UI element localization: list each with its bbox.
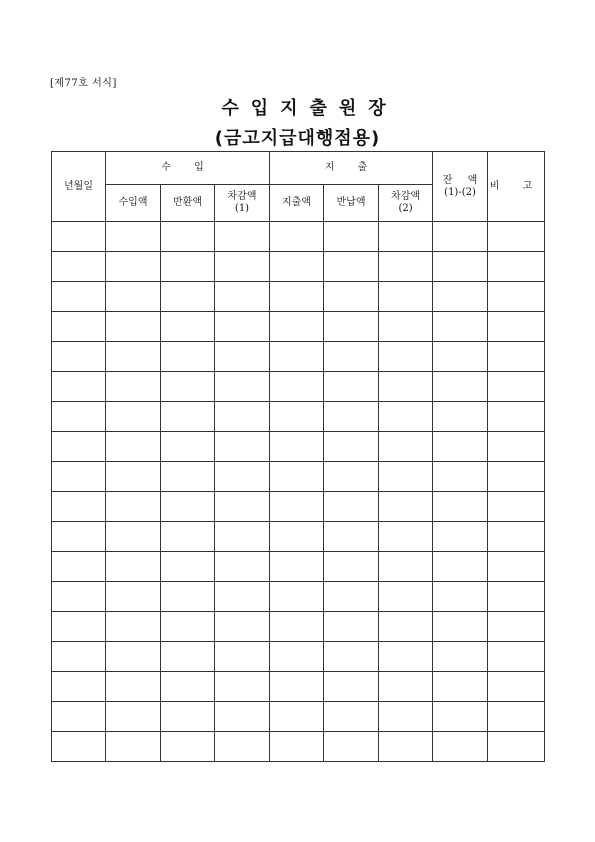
table-cell [106, 342, 161, 372]
table-cell [52, 642, 106, 672]
table-cell [52, 462, 106, 492]
table-row [52, 492, 545, 522]
table-cell [433, 432, 488, 462]
table-row [52, 672, 545, 702]
table-cell [52, 372, 106, 402]
table-cell [324, 732, 379, 762]
table-cell [161, 432, 215, 462]
table-cell [379, 372, 433, 402]
table-cell [270, 372, 324, 402]
table-cell [52, 222, 106, 252]
table-cell [161, 672, 215, 702]
header-return-amount: 반납액 [324, 185, 379, 222]
table-cell [270, 282, 324, 312]
table-cell [270, 252, 324, 282]
table-cell [433, 312, 488, 342]
table-cell [215, 222, 270, 252]
table-cell [379, 222, 433, 252]
table-cell [433, 582, 488, 612]
table-cell [433, 462, 488, 492]
table-cell [106, 702, 161, 732]
header-expense-net-number: (2) [398, 203, 413, 214]
table-cell [433, 342, 488, 372]
table-cell [270, 312, 324, 342]
table-cell [106, 312, 161, 342]
table-cell [433, 372, 488, 402]
table-row [52, 552, 545, 582]
table-cell [379, 672, 433, 702]
table-cell [488, 672, 545, 702]
table-row [52, 732, 545, 762]
header-income-net [215, 185, 270, 222]
table-cell [215, 612, 270, 642]
header-refund-amount: 반환액 [161, 185, 215, 222]
table-cell [488, 252, 545, 282]
table-cell [379, 462, 433, 492]
table-cell [379, 702, 433, 732]
header-income-net-number: (1) [234, 203, 250, 214]
table-cell [324, 372, 379, 402]
table-cell [52, 492, 106, 522]
table-row [52, 582, 545, 612]
table-cell [324, 402, 379, 432]
table-cell [324, 672, 379, 702]
table-cell [433, 402, 488, 432]
table-cell [161, 582, 215, 612]
table-cell [161, 642, 215, 672]
table-cell [433, 732, 488, 762]
table-cell [324, 522, 379, 552]
header-remarks: 비 고 [488, 152, 545, 222]
table-cell [488, 582, 545, 612]
header-expense-amount: 지출액 [270, 185, 324, 222]
table-cell [324, 432, 379, 462]
table-cell [215, 522, 270, 552]
ledger-body [52, 222, 545, 762]
table-cell [488, 522, 545, 552]
table-cell [270, 732, 324, 762]
table-cell [488, 342, 545, 372]
table-cell [433, 252, 488, 282]
table-cell [215, 402, 270, 432]
header-income-amount: 수입액 [106, 185, 161, 222]
table-cell [52, 732, 106, 762]
table-cell [270, 222, 324, 252]
table-cell [161, 402, 215, 432]
table-cell [324, 222, 379, 252]
table-cell [324, 582, 379, 612]
table-cell [52, 342, 106, 372]
table-cell [270, 492, 324, 522]
table-cell [324, 552, 379, 582]
table-cell [324, 312, 379, 342]
table-row [52, 612, 545, 642]
table-cell [324, 252, 379, 282]
table-cell [161, 702, 215, 732]
table-cell [270, 342, 324, 372]
table-cell [106, 282, 161, 312]
table-cell [379, 612, 433, 642]
header-row-primary [52, 152, 545, 185]
table-cell [161, 282, 215, 312]
page-subtitle: (금고지급대행점용) [214, 128, 381, 149]
table-cell [488, 432, 545, 462]
table-cell [488, 312, 545, 342]
table-cell [215, 492, 270, 522]
table-cell [488, 222, 545, 252]
table-cell [488, 552, 545, 582]
table-cell [488, 732, 545, 762]
table-row [52, 522, 545, 552]
table-cell [488, 282, 545, 312]
table-row [52, 702, 545, 732]
header-expense-net-label: 차감액 [391, 191, 421, 202]
table-cell [379, 252, 433, 282]
table-cell [161, 342, 215, 372]
table-cell [106, 522, 161, 552]
table-cell [215, 582, 270, 612]
table-cell [106, 642, 161, 672]
table-cell [106, 432, 161, 462]
header-income-group: 수 입 [106, 152, 270, 185]
table-cell [52, 522, 106, 552]
table-cell [433, 702, 488, 732]
table-cell [270, 642, 324, 672]
table-cell [270, 432, 324, 462]
table-row [52, 642, 545, 672]
table-cell [488, 702, 545, 732]
table-cell [52, 282, 106, 312]
table-cell [161, 312, 215, 342]
table-cell [52, 702, 106, 732]
table-row [52, 312, 545, 342]
table-cell [270, 402, 324, 432]
table-cell [433, 672, 488, 702]
table-cell [106, 732, 161, 762]
table-row [52, 402, 545, 432]
table-cell [488, 492, 545, 522]
table-cell [161, 492, 215, 522]
table-cell [270, 522, 324, 552]
table-cell [488, 462, 545, 492]
table-cell [324, 462, 379, 492]
ledger-table [51, 151, 545, 762]
table-cell [488, 612, 545, 642]
table-row [52, 252, 545, 282]
table-cell [215, 702, 270, 732]
table-cell [379, 642, 433, 672]
table-cell [52, 402, 106, 432]
header-date: 년월일 [52, 152, 106, 222]
table-cell [215, 672, 270, 702]
table-cell [106, 372, 161, 402]
table-cell [215, 312, 270, 342]
table-cell [379, 282, 433, 312]
table-cell [161, 552, 215, 582]
table-cell [106, 582, 161, 612]
table-cell [161, 522, 215, 552]
table-cell [433, 282, 488, 312]
table-cell [215, 252, 270, 282]
table-cell [106, 252, 161, 282]
table-cell [379, 492, 433, 522]
table-cell [161, 462, 215, 492]
table-cell [379, 732, 433, 762]
table-cell [270, 582, 324, 612]
table-row [52, 372, 545, 402]
table-cell [215, 342, 270, 372]
table-cell [215, 732, 270, 762]
table-cell [324, 702, 379, 732]
table-cell [379, 402, 433, 432]
table-cell [488, 642, 545, 672]
table-cell [215, 432, 270, 462]
table-cell [488, 372, 545, 402]
table-row [52, 432, 545, 462]
table-cell [161, 252, 215, 282]
page-title: 수입지출원장 [221, 98, 398, 119]
table-cell [324, 342, 379, 372]
table-cell [270, 462, 324, 492]
table-cell [379, 582, 433, 612]
table-cell [324, 642, 379, 672]
table-cell [106, 402, 161, 432]
table-cell [161, 612, 215, 642]
table-cell [270, 672, 324, 702]
table-cell [161, 372, 215, 402]
table-cell [433, 552, 488, 582]
table-cell [270, 552, 324, 582]
table-row [52, 342, 545, 372]
table-cell [379, 312, 433, 342]
table-cell [379, 522, 433, 552]
header-balance [433, 152, 488, 222]
table-cell [52, 582, 106, 612]
table-cell [433, 222, 488, 252]
table-cell [433, 612, 488, 642]
table-cell [433, 522, 488, 552]
table-cell [106, 552, 161, 582]
table-cell [106, 492, 161, 522]
table-cell [324, 282, 379, 312]
table-cell [215, 282, 270, 312]
table-cell [324, 492, 379, 522]
table-cell [52, 612, 106, 642]
header-expense-net [379, 185, 433, 222]
table-cell [106, 672, 161, 702]
table-cell [52, 672, 106, 702]
table-cell [52, 552, 106, 582]
header-balance-label: 잔 액 [442, 174, 484, 186]
table-cell [215, 552, 270, 582]
table-cell [106, 462, 161, 492]
table-cell [379, 432, 433, 462]
table-cell [106, 222, 161, 252]
table-cell [161, 222, 215, 252]
table-cell [161, 732, 215, 762]
table-cell [52, 432, 106, 462]
table-cell [379, 552, 433, 582]
form-number-label: [제77호 서식] [50, 78, 117, 89]
table-row [52, 282, 545, 312]
header-balance-formula: (1)-(2) [444, 186, 476, 198]
table-cell [52, 312, 106, 342]
header-income-net-label: 차감액 [227, 191, 257, 202]
table-cell [488, 402, 545, 432]
table-cell [270, 702, 324, 732]
table-cell [270, 612, 324, 642]
header-expense-group: 지 출 [270, 152, 433, 185]
table-row [52, 462, 545, 492]
table-cell [433, 642, 488, 672]
table-cell [52, 252, 106, 282]
table-cell [379, 342, 433, 372]
table-cell [324, 612, 379, 642]
table-cell [215, 642, 270, 672]
table-cell [106, 612, 161, 642]
table-cell [433, 492, 488, 522]
table-cell [215, 462, 270, 492]
table-row [52, 222, 545, 252]
table-cell [215, 372, 270, 402]
